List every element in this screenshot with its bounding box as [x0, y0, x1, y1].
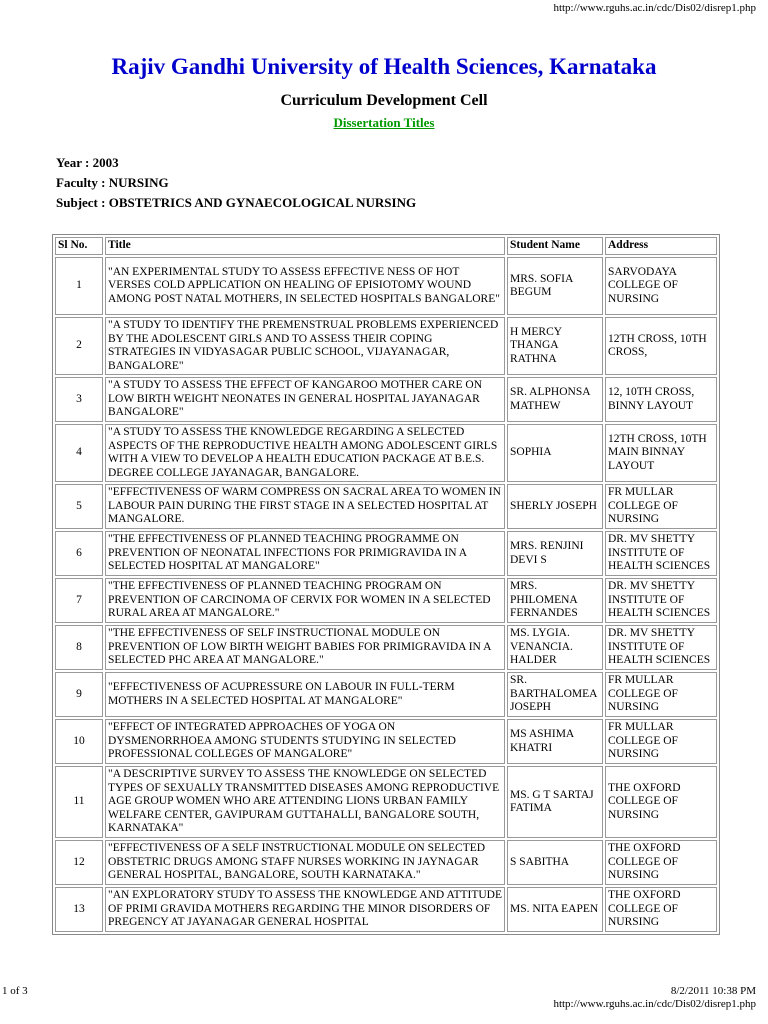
cell-title: "EFFECTIVENESS OF ACUPRESSURE ON LABOUR IN FULL-TERM MOTHERS IN A SELECTED HOSPITAL AT MANGALORE" [105, 672, 505, 717]
cell-student-name: SR. BARTHALOMEA JOSEPH [507, 672, 603, 717]
table-row [55, 840, 717, 885]
page-number: 1 of 3 [2, 985, 28, 997]
cell-title: "THE EFFECTIVENESS OF SELF INSTRUCTIONAL MODULE ON PREVENTION OF LOW BIRTH WEIGHT BABIES FOR PRIMIGRAVIDA IN A SELECTED PHC AREA AT MANGALORE." [105, 625, 505, 670]
cell-sl-no: 4 [55, 424, 103, 482]
cell-address: DR. MV SHETTY INSTITUTE OF HEALTH SCIENCES [605, 531, 717, 576]
faculty-label: Faculty : NURSING [56, 175, 169, 190]
table-row [55, 257, 717, 315]
cell-student-name: MRS. PHILOMENA FERNANDES [507, 578, 603, 623]
subject-label: Subject : OBSTETRICS AND GYNAECOLOGICAL NURSING [56, 195, 417, 210]
cell-student-name: MS. G T SARTAJ FATIMA [507, 766, 603, 838]
cell-title: "AN EXPLORATORY STUDY TO ASSESS THE KNOWLEDGE AND ATTITUDE OF PRIMI GRAVIDA MOTHERS REGARDING THE MINOR DISORDERS OF PREGENCY AT JAYANAGAR GENERAL HOSPITAL [105, 887, 505, 932]
cell-address: DR. MV SHETTY INSTITUTE OF HEALTH SCIENCES [605, 578, 717, 623]
cell-student-name: SR. ALPHONSA MATHEW [507, 377, 603, 422]
cell-address: DR. MV SHETTY INSTITUTE OF HEALTH SCIENCES [605, 625, 717, 670]
table-row [55, 672, 717, 717]
cell-sl-no: 13 [55, 887, 103, 932]
cell-sl-no: 7 [55, 578, 103, 623]
cell-address: THE OXFORD COLLEGE OF NURSING [605, 887, 717, 932]
cell-address: 12TH CROSS, 10TH MAIN BINNAY LAYOUT [605, 424, 717, 482]
cell-sl-no: 9 [55, 672, 103, 717]
cell-address: FR MULLAR COLLEGE OF NURSING [605, 484, 717, 529]
cell-sl-no: 3 [55, 377, 103, 422]
cell-address: FR MULLAR COLLEGE OF NURSING [605, 719, 717, 764]
header-url: http://www.rguhs.ac.in/cdc/Dis02/disrep1.php [553, 2, 756, 14]
cell-title: "A STUDY TO ASSESS THE KNOWLEDGE REGARDING A SELECTED ASPECTS OF THE REPRODUCTIVE HEALTH AMONG ADOLESCENT GIRLS WITH A VIEW TO DEVELOP A HEALTH EDUCATION PACKAGE AT B.E.S. DEGREE COLLEGE JAYANAGAR, BANGALORE. [105, 424, 505, 482]
table-row [55, 625, 717, 670]
col-header-address: Address [605, 237, 717, 255]
cell-address: 12TH CROSS, 10TH CROSS, [605, 317, 717, 375]
col-header-sl: Sl No. [55, 237, 103, 255]
cell-student-name: SOPHIA [507, 424, 603, 482]
cell-student-name: H MERCY THANGA RATHNA [507, 317, 603, 375]
cell-address: SARVODAYA COLLEGE OF NURSING [605, 257, 717, 315]
cell-address: FR MULLAR COLLEGE OF NURSING [605, 672, 717, 717]
table-row [55, 424, 717, 482]
table-row [55, 317, 717, 375]
print-date: 8/2/2011 10:38 PM [670, 985, 756, 997]
cell-sl-no: 12 [55, 840, 103, 885]
col-header-student: Student Name [507, 237, 603, 255]
cell-student-name: SHERLY JOSEPH [507, 484, 603, 529]
year-label: Year : 2003 [56, 155, 119, 170]
cell-student-name: MS. LYGIA. VENANCIA. HALDER [507, 625, 603, 670]
col-header-title: Title [105, 237, 505, 255]
university-title: Rajiv Gandhi University of Health Sciences, Karnataka [111, 54, 657, 79]
table-row [55, 766, 717, 838]
cell-student-name: MRS. RENJINI DEVI S [507, 531, 603, 576]
table-row [55, 719, 717, 764]
cell-title: "EFFECT OF INTEGRATED APPROACHES OF YOGA ON DYSMENORRHOEA AMONG STUDENTS STUDYING IN SELECTED PROFESSIONAL COLLEGES OF MANGALORE" [105, 719, 505, 764]
cell-title: "AN EXPERIMENTAL STUDY TO ASSESS EFFECTIVE NESS OF HOT VERSES COLD APPLICATION ON HEALING OF EPISIOTOMY WOUND AMONG POST NATAL MOTHERS, IN SELECTED HOSPITALS BANGALORE" [105, 257, 505, 315]
cell-sl-no: 5 [55, 484, 103, 529]
table-row [55, 531, 717, 576]
cell-title: "THE EFFECTIVENESS OF PLANNED TEACHING PROGRAM ON PREVENTION OF CARCINOMA OF CERVIX FOR WOMEN IN A SELECTED RURAL AREA AT MANGALORE." [105, 578, 505, 623]
table-row [55, 377, 717, 422]
cell-title: "A STUDY TO IDENTIFY THE PREMENSTRUAL PROBLEMS EXPERIENCED BY THE ADOLESCENT GIRLS AND TO ASSESS THEIR COPING STRATEGIES IN VIDYASAGAR PUBLIC SCHOOL, VIJAYANAGAR, BANGALORE" [105, 317, 505, 375]
table-row [55, 578, 717, 623]
cell-sl-no: 8 [55, 625, 103, 670]
cell-sl-no: 2 [55, 317, 103, 375]
cell-address: THE OXFORD COLLEGE OF NURSING [605, 766, 717, 838]
cell-sl-no: 11 [55, 766, 103, 838]
cell-title: "A STUDY TO ASSESS THE EFFECT OF KANGAROO MOTHER CARE ON LOW BIRTH WEIGHT NEONATES IN GENERAL HOSPITAL JAYANAGAR BANGALORE" [105, 377, 505, 422]
cell-sl-no: 6 [55, 531, 103, 576]
cell-address: THE OXFORD COLLEGE OF NURSING [605, 840, 717, 885]
dissertation-titles-link[interactable]: Dissertation Titles [333, 115, 435, 130]
cell-address: 12, 10TH CROSS, BINNY LAYOUT [605, 377, 717, 422]
cell-title: "THE EFFECTIVENESS OF PLANNED TEACHING PROGRAMME ON PREVENTION OF NEONATAL INFECTIONS FOR PRIMIGRAVIDA IN A SELECTED HOSPITAL AT MANGALORE" [105, 531, 505, 576]
footer-url: http://www.rguhs.ac.in/cdc/Dis02/disrep1.php [553, 998, 756, 1010]
cell-sl-no: 1 [55, 257, 103, 315]
table-header-row [55, 237, 717, 255]
cell-sl-no: 10 [55, 719, 103, 764]
table-row [55, 887, 717, 932]
cell-student-name: S SABITHA [507, 840, 603, 885]
cell-title: "EFFECTIVENESS OF A SELF INSTRUCTIONAL MODULE ON SELECTED OBSTETRIC DRUGS AMONG STAFF NURSES WORKING IN JAYNAGAR GENERAL HOSPITAL, BANGALORE, SOUTH KARNATAKA." [105, 840, 505, 885]
cell-student-name: MS ASHIMA KHATRI [507, 719, 603, 764]
cell-title: "A DESCRIPTIVE SURVEY TO ASSESS THE KNOWLEDGE ON SELECTED TYPES OF SEXUALLY TRANSMITTED DISEASES AMONG REPRODUCTIVE AGE GROUP WOMEN WHO ARE ATTENDING LIONS URBAN FAMILY WELFARE CENTER, GAVIPURAM GUTTAHALLI, BANGALORE SOUTH, KARNATAKA" [105, 766, 505, 838]
cell-subtitle: Curriculum Development Cell [280, 92, 488, 109]
dissertation-table [52, 234, 720, 935]
cell-student-name: MRS. SOFIA BEGUM [507, 257, 603, 315]
cell-student-name: MS. NITA EAPEN [507, 887, 603, 932]
cell-title: "EFFECTIVENESS OF WARM COMPRESS ON SACRAL AREA TO WOMEN IN LABOUR PAIN DURING THE FIRST STAGE IN A SELECTED HOSPITAL AT MANGALORE. [105, 484, 505, 529]
table-row [55, 484, 717, 529]
